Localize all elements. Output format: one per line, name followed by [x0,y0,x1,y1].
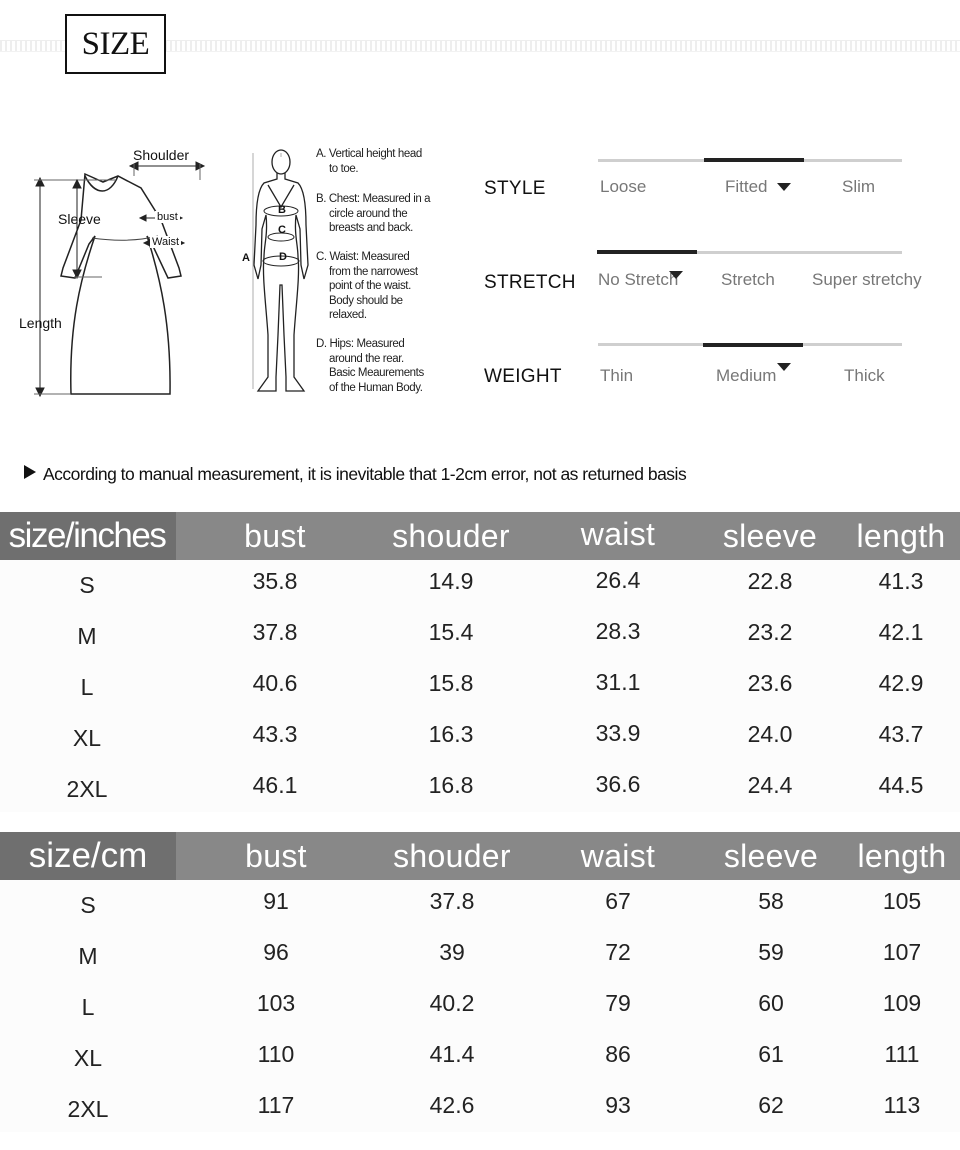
size-table-inches [0,512,960,812]
weight-scale-active [703,343,803,347]
header-cell: length [857,838,947,874]
table-cell: 105 [882,888,922,914]
dress-label-shoulder: Shoulder [133,147,190,163]
header-cell: length [856,518,946,554]
table-cell: 31.1 [595,669,641,695]
table-cell: L [81,994,95,1020]
table-cell: 58 [758,888,784,914]
stretch-selected-marker-icon [669,271,683,279]
body-label-c: C [278,224,286,236]
table-cell: 39 [439,939,465,965]
table-cell: 79 [605,990,631,1016]
attribute-stretch-label: STRETCH [484,272,576,293]
table-cell: 61 [758,1041,784,1067]
style-option-loose: Loose [600,177,647,196]
table-cell: S [80,892,96,918]
table-cell: 86 [605,1041,631,1067]
attribute-weight-label: WEIGHT [484,366,562,387]
play-triangle-icon [24,465,36,479]
table-cell: 40.2 [429,990,475,1016]
table-header [0,832,960,880]
table-cell: 117 [257,1092,295,1118]
dress-label-waist: Waist [152,236,180,248]
table-cell: 109 [882,990,922,1016]
dress-label-bust: bust [157,211,178,223]
table-cell: 60 [758,990,784,1016]
header-cell: bust [245,838,307,874]
stretch-scale-active [597,250,697,254]
header-cell: bust [244,518,306,554]
table-cell: 2XL [66,776,108,802]
table-cell: 35.8 [252,568,298,594]
table-cell: 24.0 [747,721,793,747]
body-label-b: B [278,204,286,216]
table-cell: 42.1 [878,619,924,645]
table-cell: 40.6 [252,670,298,696]
body-figure [248,145,314,395]
header-cell: sleeve [723,838,819,874]
table-cell: XL [72,725,102,751]
header-cell: waist [580,838,656,874]
table-cell: S [79,572,95,598]
body-label-d: D [279,251,287,263]
attribute-style-label: STYLE [484,178,546,199]
table-cell: 41.4 [429,1041,475,1067]
table-cell: 107 [882,939,922,965]
table-cell: 22.8 [747,568,793,594]
page-title: SIZE [65,14,166,74]
table-cell: XL [73,1045,103,1071]
table-cell: M [77,623,97,649]
table-cell: 93 [605,1092,631,1118]
table-cell: 33.9 [595,720,641,746]
table-cell: 43.7 [878,721,924,747]
size-table-cm [0,832,960,1132]
style-option-slim: Slim [842,177,876,196]
legend-a: A. Vertical height head to toe. [316,148,422,175]
table-cell: 23.6 [747,670,793,696]
table-cell: 15.4 [428,619,474,645]
table-cell: 15.8 [428,670,474,696]
header-cell: size/inches [8,516,166,555]
stretch-option-super-stretchy: Super stretchy [812,270,922,289]
table-cell: 42.6 [429,1092,475,1118]
table-cell: 37.8 [429,888,475,914]
legend-c: C. Waist: Measured from the narrowest point of the waist. Body should be relaxed. [316,251,418,321]
table-cell: 46.1 [252,772,298,798]
body-label-a: A [242,252,250,264]
table-cell: 113 [883,1092,921,1118]
stretch-option-stretch: Stretch [721,270,775,289]
dress-label-sleeve: Sleeve [58,211,101,227]
table-cell: 44.5 [878,772,924,798]
weight-selected-marker-icon [777,363,791,371]
table-cell: L [80,674,94,700]
weight-option-thin: Thin [600,366,634,385]
table-cell: 24.4 [747,772,793,798]
table-cell: 36.6 [595,771,641,797]
table-cell: 23.2 [747,619,793,645]
table-cell: 111 [884,1041,920,1067]
table-cell: 62 [758,1092,784,1118]
measurement-note: According to manual measurement, it is inevitable that 1-2cm error, not as returned basis [24,464,686,485]
table-cell: 14.9 [428,568,474,594]
legend-d: D. Hips: Measured around the rear. Basic Meaurements of the Human Body. [316,338,424,394]
table-cell: 41.3 [878,568,924,594]
dress-diagram [30,140,240,405]
table-cell: 26.4 [595,567,641,593]
table-cell: 72 [605,939,631,965]
weight-option-thick: Thick [844,366,885,385]
table-cell: 67 [605,888,631,914]
header-cell: sleeve [722,518,818,554]
style-option-fitted: Fitted [725,177,768,196]
table-cell: 2XL [67,1096,109,1122]
table-cell: 16.3 [428,721,474,747]
header-cell: shouder [392,518,510,554]
table-cell: 59 [758,939,784,965]
table-cell: 43.3 [252,721,298,747]
stretch-option-no-stretch: No Stretch [598,270,679,289]
table-cell: 110 [257,1041,295,1067]
table-cell: 96 [263,939,289,965]
table-cell: 16.8 [428,772,474,798]
header-cell: waist [580,516,656,552]
table-cell: 37.8 [252,619,298,645]
table-cell: M [78,943,98,969]
header-cell: shouder [393,838,511,874]
table-cell: 42.9 [878,670,924,696]
table-cell: 103 [256,990,296,1016]
legend-b: B. Chest: Measured in a circle around the breasts and back. [316,193,431,234]
style-scale-active [704,158,804,162]
style-selected-marker-icon [777,183,791,191]
header-cell: size/cm [28,836,148,875]
dress-label-length: Length [19,315,62,331]
table-header [0,512,960,560]
table-cell: 28.3 [595,618,641,644]
table-cell: 91 [263,888,289,914]
weight-option-medium: Medium [716,366,777,385]
